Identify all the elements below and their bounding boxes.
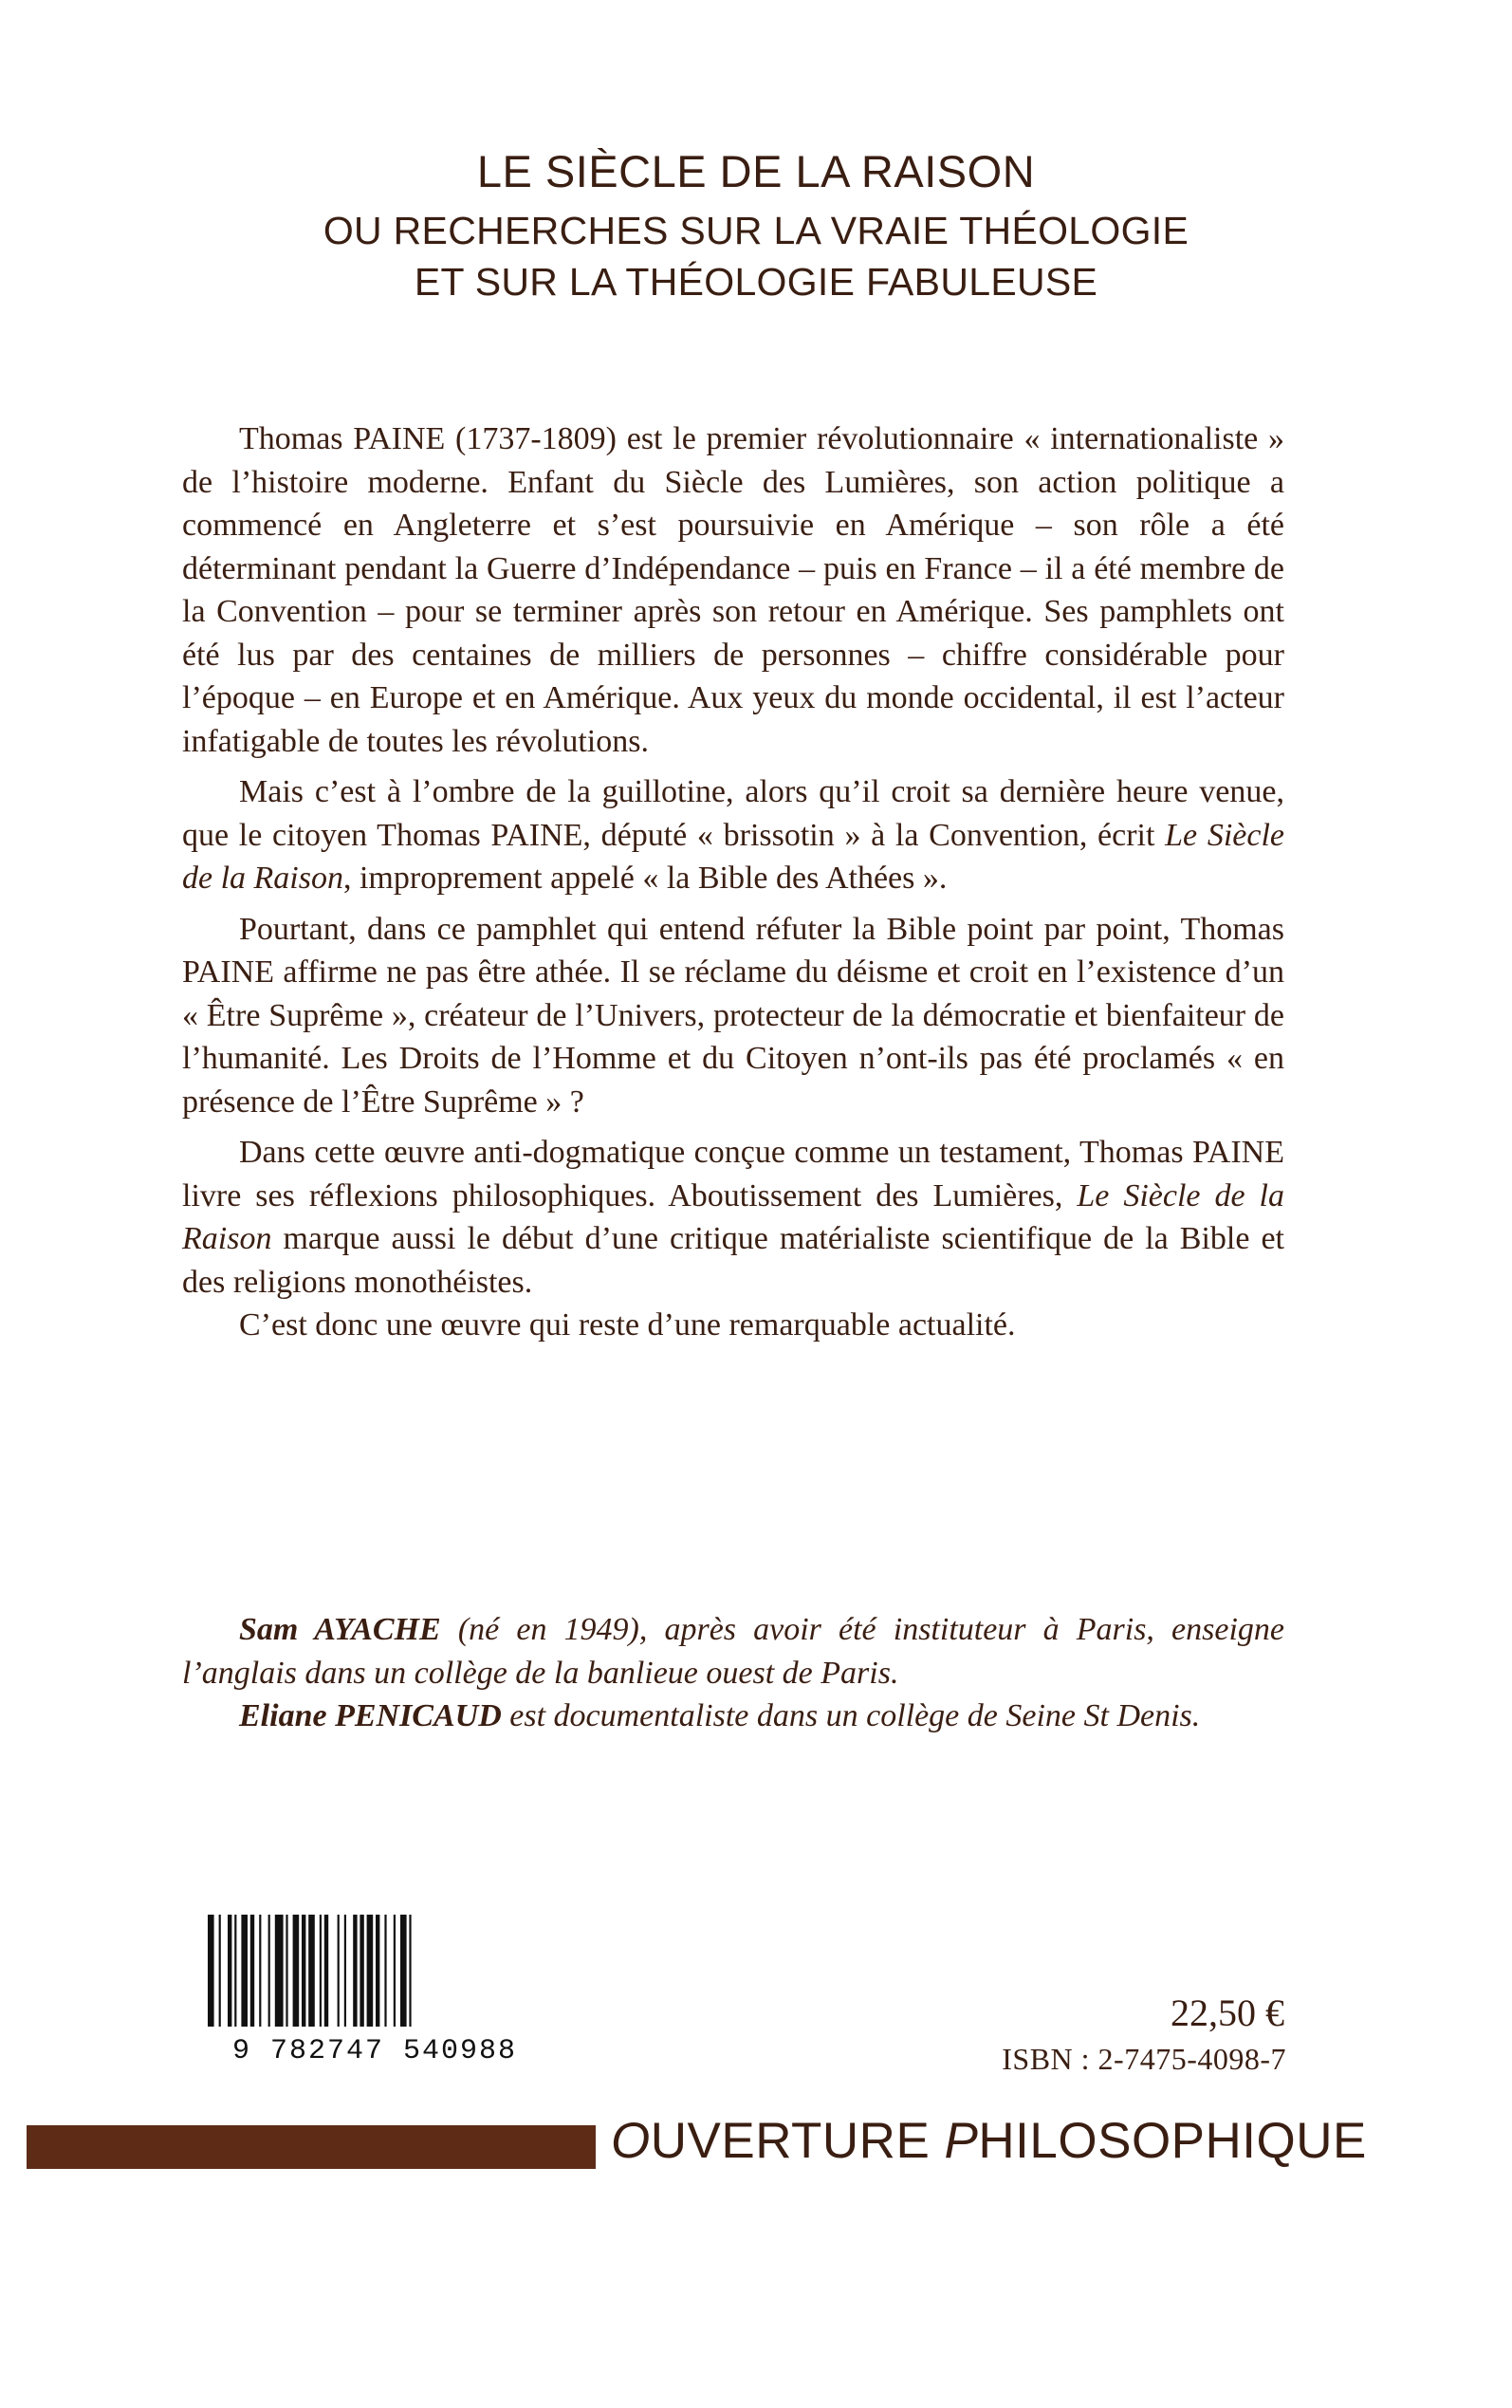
- barcode-bar: [241, 1915, 248, 2027]
- barcode-bar: [208, 1915, 214, 2027]
- book-title-italic: Le Siècle de la Raison: [182, 1177, 1285, 1256]
- blurb: [182, 417, 1284, 1347]
- blurb-paragraph-4: Dans cette œuvre anti-dogmatique conçue comme un testament, Thomas PAINE livre ses réflexions philosophiques. Aboutissement des Lumières, Le Siècle de la Raison marque aussi le début d’une critique matérialiste scientifique de la Bible et des religions monothéistes.: [182, 1135, 1285, 1300]
- blurb-paragraph-5: C’est donc une œuvre qui reste d’une remarquable actualité.: [239, 1307, 1016, 1343]
- barcode-bar: [250, 1915, 254, 2027]
- barcode-bar: [344, 1915, 346, 2027]
- title-block: [0, 142, 1512, 307]
- book-subtitle-line2: ET SUR LA THÉOLOGIE FABULEUSE: [414, 260, 1098, 304]
- barcode-bar: [302, 1915, 305, 2027]
- barcode-bar: [324, 1915, 328, 2027]
- book-title: LE SIÈCLE DE LA RAISON: [476, 146, 1036, 196]
- barcode-bar: [259, 1915, 261, 2027]
- author-note-2: Eliane PENICAUD est documentaliste dans un collège de Seine St Denis.: [239, 1698, 1201, 1733]
- barcode-bar: [400, 1915, 407, 2027]
- isbn: ISBN : 2-7475-4098-7: [1002, 2042, 1286, 2076]
- blurb-paragraph-2: Mais c’est à l’ombre de la guillotine, alors qu’il croit sa dernière heure venue, que le citoyen Thomas PAINE, député « brissotin » à la Convention, écrit Le Siècle de la Raison, improprement appelé « la Bible des Athées ».: [182, 774, 1284, 896]
- author-note-1: Sam AYACHE (né en 1949), après avoir été instituteur à Paris, enseigne l’anglais dans un collège de la banlieue ouest de Paris.: [182, 1612, 1284, 1691]
- barcode-bar: [376, 1915, 379, 2027]
- barcode-digits: 9 782747 540988: [231, 2035, 518, 2063]
- barcode-bar: [384, 1915, 386, 2027]
- blurb-paragraph-1: Thomas PAINE (1737-1809) est le premier révolutionnaire « internationaliste » de l’histoire moderne. Enfant du Siècle des Lumières, son action politique a commencé en Angleterre et s’est poursuivie en Amérique – son rôle a été déterminant pendant la Guerre d’Indépendance – puis en France – il a été membre de la Convention – pour se terminer après son retour en Amérique. Ses pamphlets ont été lus par des centaines de milliers de personnes – chiffre considérable pour l’époque – en Europe et en Amérique. Aux yeux du monde occidental, il est l’acteur infatigable de toutes les révolutions.: [182, 421, 1284, 759]
- barcode-bar: [219, 1915, 221, 2027]
- barcode-bar: [234, 1915, 236, 2027]
- barcode-bar: [293, 1915, 300, 2027]
- barcode-bar: [409, 1915, 411, 2027]
- author-name: Sam AYACHE: [239, 1612, 441, 1647]
- collection-bar: [27, 2125, 596, 2169]
- author-notes: [182, 1608, 1284, 1738]
- barcode-bar: [367, 1915, 374, 2027]
- book-title-italic: Le Siècle de la Raison: [182, 817, 1284, 896]
- book-subtitle-line1: OU RECHERCHES SUR LA VRAIE THÉOLOGIE: [323, 209, 1189, 252]
- barcode-bar: [268, 1915, 270, 2027]
- barcode-bar: [228, 1915, 231, 2027]
- blurb-paragraph-3: Pourtant, dans ce pamphlet qui entend réfuter la Bible point par point, Thomas PAINE affirme ne pas être athée. Il se réclame du déisme et croit en l’existence d’un « Être Suprême », créateur de l’Univers, protecteur de la démocratie et bienfaiteur de l’humanité. Les Droits de l’Homme et du Citoyen n’ont-ils pas été proclamés « en présence de l’Être Suprême » ?: [182, 911, 1284, 1120]
- author-name: Eliane PENICAUD: [239, 1698, 502, 1733]
- barcode-bar: [394, 1915, 396, 2027]
- barcode-bar: [320, 1915, 322, 2027]
- collection-name: OUVERTURE PHILOSOPHIQUE: [611, 2113, 1367, 2169]
- barcode-bar: [308, 1915, 315, 2027]
- barcode-bar: [353, 1915, 357, 2027]
- barcode-bar: [275, 1915, 284, 2027]
- barcode: [194, 1911, 555, 2063]
- barcode-bar: [286, 1915, 287, 2027]
- price: 22,50 €: [1171, 1991, 1284, 2034]
- barcode-bar: [360, 1915, 363, 2027]
- barcode-bar: [338, 1915, 340, 2027]
